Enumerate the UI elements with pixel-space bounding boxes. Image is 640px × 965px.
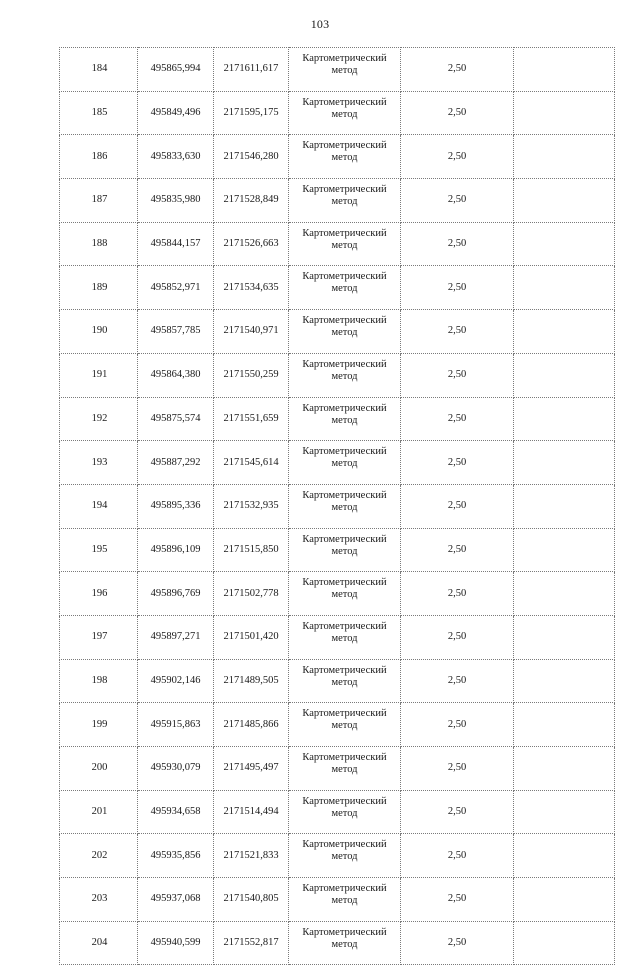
x-coordinate-cell: 495915,863 xyxy=(138,703,214,747)
x-coordinate-cell: 495875,574 xyxy=(138,397,214,441)
method-line-1: Картометрический xyxy=(302,577,387,589)
note-cell xyxy=(514,353,615,397)
accuracy-cell: 2,50 xyxy=(401,310,514,354)
x-coordinate-cell: 495833,630 xyxy=(138,135,214,179)
y-coordinate-cell: 2171515,850 xyxy=(214,528,289,572)
method-line-2: метод xyxy=(331,720,358,732)
method-line-2: метод xyxy=(331,807,358,819)
table-row xyxy=(60,615,615,659)
accuracy-cell: 2,50 xyxy=(401,484,514,528)
x-coordinate-cell: 495935,856 xyxy=(138,834,214,878)
table-row xyxy=(60,179,615,223)
method-cell xyxy=(289,790,401,834)
accuracy-cell: 2,50 xyxy=(401,179,514,223)
note-cell xyxy=(514,179,615,223)
accuracy-cell: 2,50 xyxy=(401,528,514,572)
method-line-2: метод xyxy=(331,632,358,644)
method-line-2: метод xyxy=(331,283,358,295)
method-line-1: Картометрический xyxy=(302,140,387,152)
method-line-2: метод xyxy=(331,196,358,208)
method-line-2: метод xyxy=(331,239,358,251)
table-row xyxy=(60,310,615,354)
method-line-1: Картометрический xyxy=(302,227,387,239)
point-number-cell: 184 xyxy=(60,48,138,92)
method-line-1: Картометрический xyxy=(302,839,387,851)
method-line-1: Картометрический xyxy=(302,358,387,370)
accuracy-cell: 2,50 xyxy=(401,48,514,92)
point-number-cell: 191 xyxy=(60,353,138,397)
table-row xyxy=(60,747,615,791)
table-row xyxy=(60,397,615,441)
method-line-2: метод xyxy=(331,501,358,513)
accuracy-cell: 2,50 xyxy=(401,572,514,616)
note-cell xyxy=(514,572,615,616)
table-row xyxy=(60,790,615,834)
method-cell xyxy=(289,91,401,135)
y-coordinate-cell: 2171595,175 xyxy=(214,91,289,135)
y-coordinate-cell: 2171502,778 xyxy=(214,572,289,616)
table-row xyxy=(60,91,615,135)
method-line-2: метод xyxy=(331,851,358,863)
coordinates-table-body xyxy=(60,48,615,965)
note-cell xyxy=(514,834,615,878)
method-line-2: метод xyxy=(331,895,358,907)
x-coordinate-cell: 495902,146 xyxy=(138,659,214,703)
method-line-1: Картометрический xyxy=(302,402,387,414)
point-number-cell: 202 xyxy=(60,834,138,878)
method-line-2: метод xyxy=(331,938,358,950)
x-coordinate-cell: 495896,769 xyxy=(138,572,214,616)
point-number-cell: 195 xyxy=(60,528,138,572)
method-cell xyxy=(289,703,401,747)
accuracy-cell: 2,50 xyxy=(401,659,514,703)
method-line-2: метод xyxy=(331,545,358,557)
table-row xyxy=(60,266,615,310)
point-number-cell: 188 xyxy=(60,222,138,266)
note-cell xyxy=(514,91,615,135)
method-cell xyxy=(289,615,401,659)
y-coordinate-cell: 2171534,635 xyxy=(214,266,289,310)
note-cell xyxy=(514,48,615,92)
table-row xyxy=(60,921,615,965)
method-line-2: метод xyxy=(331,414,358,426)
method-line-2: метод xyxy=(331,764,358,775)
method-line-1: Картометрический xyxy=(302,489,387,501)
note-cell xyxy=(514,484,615,528)
note-cell xyxy=(514,528,615,572)
point-number-cell: 196 xyxy=(60,572,138,616)
coordinates-table xyxy=(59,47,615,965)
point-number-cell: 198 xyxy=(60,659,138,703)
method-line-2: метод xyxy=(331,152,358,164)
point-number-cell: 203 xyxy=(60,878,138,922)
method-line-1: Картометрический xyxy=(302,883,387,895)
point-number-cell: 190 xyxy=(60,310,138,354)
method-line-2: метод xyxy=(331,370,358,382)
y-coordinate-cell: 2171526,663 xyxy=(214,222,289,266)
y-coordinate-cell: 2171546,280 xyxy=(214,135,289,179)
method-line-1: Картометрический xyxy=(302,315,387,327)
accuracy-cell: 2,50 xyxy=(401,703,514,747)
x-coordinate-cell: 495937,068 xyxy=(138,878,214,922)
y-coordinate-cell: 2171514,494 xyxy=(214,790,289,834)
note-cell xyxy=(514,790,615,834)
method-cell xyxy=(289,484,401,528)
note-cell xyxy=(514,441,615,485)
x-coordinate-cell: 495940,599 xyxy=(138,921,214,965)
table-row xyxy=(60,572,615,616)
y-coordinate-cell: 2171485,866 xyxy=(214,703,289,747)
x-coordinate-cell: 495887,292 xyxy=(138,441,214,485)
point-number-cell: 187 xyxy=(60,179,138,223)
x-coordinate-cell: 495930,079 xyxy=(138,747,214,791)
method-line-1: Картометрический xyxy=(302,708,387,720)
accuracy-cell: 2,50 xyxy=(401,397,514,441)
x-coordinate-cell: 495852,971 xyxy=(138,266,214,310)
accuracy-cell: 2,50 xyxy=(401,878,514,922)
note-cell xyxy=(514,747,615,791)
y-coordinate-cell: 2171532,935 xyxy=(214,484,289,528)
method-cell xyxy=(289,878,401,922)
table-row xyxy=(60,441,615,485)
method-line-1: Картометрический xyxy=(302,926,387,938)
accuracy-cell: 2,50 xyxy=(401,91,514,135)
method-cell xyxy=(289,222,401,266)
method-cell xyxy=(289,397,401,441)
x-coordinate-cell: 495896,109 xyxy=(138,528,214,572)
table-row xyxy=(60,135,615,179)
x-coordinate-cell: 495844,157 xyxy=(138,222,214,266)
accuracy-cell: 2,50 xyxy=(401,441,514,485)
note-cell xyxy=(514,397,615,441)
method-cell xyxy=(289,353,401,397)
method-cell xyxy=(289,747,401,791)
y-coordinate-cell: 2171552,817 xyxy=(214,921,289,965)
note-cell xyxy=(514,615,615,659)
method-line-2: метод xyxy=(331,65,358,76)
table-row xyxy=(60,703,615,747)
y-coordinate-cell: 2171540,971 xyxy=(214,310,289,354)
method-cell xyxy=(289,659,401,703)
y-coordinate-cell: 2171545,614 xyxy=(214,441,289,485)
point-number-cell: 189 xyxy=(60,266,138,310)
accuracy-cell: 2,50 xyxy=(401,222,514,266)
note-cell xyxy=(514,878,615,922)
method-line-1: Картометрический xyxy=(302,53,387,64)
point-number-cell: 199 xyxy=(60,703,138,747)
accuracy-cell: 2,50 xyxy=(401,790,514,834)
accuracy-cell: 2,50 xyxy=(401,266,514,310)
point-number-cell: 197 xyxy=(60,615,138,659)
point-number-cell: 185 xyxy=(60,91,138,135)
table-row xyxy=(60,659,615,703)
accuracy-cell: 2,50 xyxy=(401,353,514,397)
point-number-cell: 204 xyxy=(60,921,138,965)
method-line-2: метод xyxy=(331,458,358,470)
y-coordinate-cell: 2171550,259 xyxy=(214,353,289,397)
point-number-cell: 201 xyxy=(60,790,138,834)
method-cell xyxy=(289,834,401,878)
accuracy-cell: 2,50 xyxy=(401,747,514,791)
x-coordinate-cell: 495849,496 xyxy=(138,91,214,135)
table-row xyxy=(60,878,615,922)
method-cell xyxy=(289,179,401,223)
method-line-2: метод xyxy=(331,676,358,688)
method-cell xyxy=(289,528,401,572)
method-line-2: метод xyxy=(331,589,358,601)
x-coordinate-cell: 495897,271 xyxy=(138,615,214,659)
note-cell xyxy=(514,135,615,179)
table-row xyxy=(60,528,615,572)
accuracy-cell: 2,50 xyxy=(401,615,514,659)
y-coordinate-cell: 2171551,659 xyxy=(214,397,289,441)
method-line-1: Картометрический xyxy=(302,271,387,283)
x-coordinate-cell: 495864,380 xyxy=(138,353,214,397)
method-cell xyxy=(289,266,401,310)
page-number: 103 xyxy=(310,17,330,31)
note-cell xyxy=(514,222,615,266)
y-coordinate-cell: 2171611,617 xyxy=(214,48,289,92)
note-cell xyxy=(514,703,615,747)
accuracy-cell: 2,50 xyxy=(401,834,514,878)
method-line-1: Картометрический xyxy=(302,184,387,196)
point-number-cell: 194 xyxy=(60,484,138,528)
x-coordinate-cell: 495865,994 xyxy=(138,48,214,92)
method-line-1: Картометрический xyxy=(302,620,387,632)
y-coordinate-cell: 2171540,805 xyxy=(214,878,289,922)
method-cell xyxy=(289,441,401,485)
method-line-2: метод xyxy=(331,327,358,339)
method-line-2: метод xyxy=(331,108,358,120)
note-cell xyxy=(514,921,615,965)
point-number-cell: 192 xyxy=(60,397,138,441)
method-line-1: Картометрический xyxy=(302,795,387,807)
method-cell xyxy=(289,135,401,179)
point-number-cell: 200 xyxy=(60,747,138,791)
table-row xyxy=(60,353,615,397)
method-line-1: Картометрический xyxy=(302,96,387,108)
note-cell xyxy=(514,310,615,354)
method-line-1: Картометрический xyxy=(302,752,387,763)
y-coordinate-cell: 2171489,505 xyxy=(214,659,289,703)
y-coordinate-cell: 2171495,497 xyxy=(214,747,289,791)
x-coordinate-cell: 495835,980 xyxy=(138,179,214,223)
x-coordinate-cell: 495934,658 xyxy=(138,790,214,834)
y-coordinate-cell: 2171501,420 xyxy=(214,615,289,659)
method-cell xyxy=(289,310,401,354)
table-row xyxy=(60,222,615,266)
y-coordinate-cell: 2171528,849 xyxy=(214,179,289,223)
note-cell xyxy=(514,266,615,310)
table-row xyxy=(60,484,615,528)
table-row xyxy=(60,48,615,92)
method-cell xyxy=(289,921,401,965)
x-coordinate-cell: 495857,785 xyxy=(138,310,214,354)
y-coordinate-cell: 2171521,833 xyxy=(214,834,289,878)
method-cell xyxy=(289,572,401,616)
method-line-1: Картометрический xyxy=(302,664,387,676)
method-line-1: Картометрический xyxy=(302,533,387,545)
x-coordinate-cell: 495895,336 xyxy=(138,484,214,528)
method-line-1: Картометрический xyxy=(302,446,387,458)
table-row xyxy=(60,834,615,878)
method-cell xyxy=(289,48,401,92)
note-cell xyxy=(514,659,615,703)
accuracy-cell: 2,50 xyxy=(401,135,514,179)
point-number-cell: 193 xyxy=(60,441,138,485)
accuracy-cell: 2,50 xyxy=(401,921,514,965)
point-number-cell: 186 xyxy=(60,135,138,179)
